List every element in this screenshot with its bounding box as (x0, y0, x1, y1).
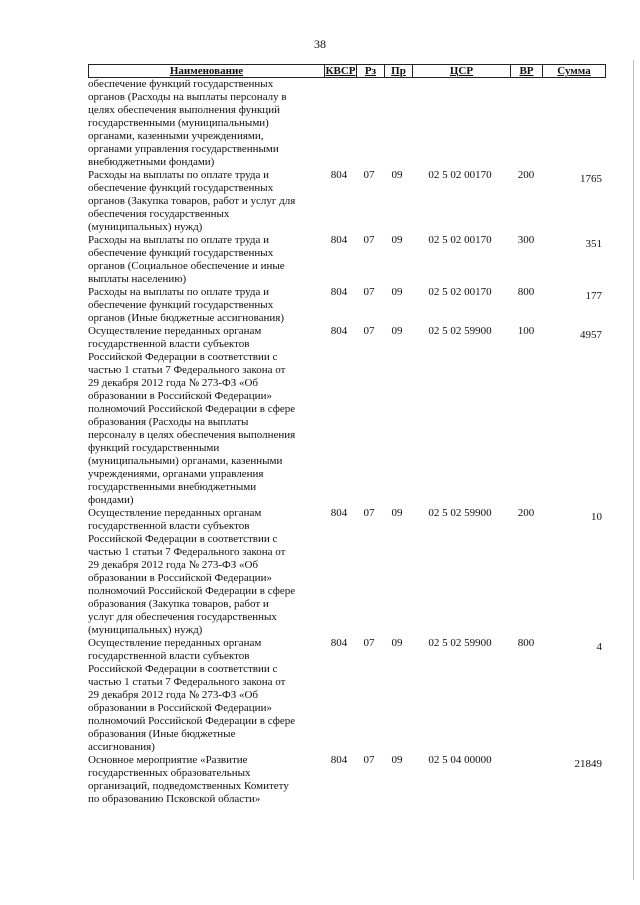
row-vr: 200 (517, 507, 535, 519)
header-rz: Рз (357, 65, 385, 77)
row-name: Осуществление переданных органам государственной власти субъектов Российской Федерации в соответствии с частью 1 статьи 7 Федерального закона от 29 декабря 2012 года № 273-ФЗ «Об образовании в Российской Федерации» полномочий Российской Федерации в сфере образования (Закупка товаров, работ и услуг для обеспечения государственных (муниципальных) нужд) (88, 507, 296, 636)
row-pr: 09 (391, 754, 403, 766)
row-pr: 09 (391, 286, 403, 298)
row-vr: 800 (517, 286, 535, 298)
row-sum: 4 (596, 641, 602, 653)
row-name: Расходы на выплаты по оплате труда и обеспечение функций государственных органов (Закупка товаров, работ и услуг для обеспечения государственных (муниципальных) нужд) (88, 169, 296, 233)
table-row (88, 169, 606, 234)
row-csr: 02 5 02 59900 (428, 507, 492, 519)
row-name: Расходы на выплаты по оплате труда и обеспечение функций государственных органов (Социальное обеспечение и иные выплаты населению) (88, 234, 285, 285)
table-row (88, 234, 606, 286)
header-kvsr: КВСР (325, 65, 356, 77)
row-kvsr: 804 (330, 637, 348, 649)
row-rz: 07 (363, 169, 375, 181)
row-kvsr: 804 (330, 169, 348, 181)
table-row (88, 754, 606, 806)
header-sum: Сумма (557, 65, 591, 77)
row-name: обеспечение функций государственных органов (Расходы на выплаты персоналу в целях обеспечения выполнения функций государственными (муниципальными) органами, казенными учреждениями, органами управления государственными внебюджетными фондами) (88, 78, 287, 168)
row-vr: 200 (517, 169, 535, 181)
table-row (88, 325, 606, 507)
row-csr: 02 5 02 00170 (428, 169, 492, 181)
row-pr: 09 (391, 325, 403, 337)
row-vr: 100 (517, 325, 535, 337)
row-rz: 07 (363, 754, 375, 766)
header-name: Наименование (89, 65, 325, 77)
row-sum: 177 (585, 290, 602, 302)
header-csr: ЦСР (413, 65, 511, 77)
table-row (88, 637, 606, 754)
row-kvsr: 804 (330, 234, 348, 246)
row-vr: 300 (517, 234, 535, 246)
row-sum: 10 (591, 511, 602, 523)
row-name: Основное мероприятие «Развитие государственных образовательных организаций, подведомственных Комитету по образованию Псковской области» (88, 754, 289, 805)
row-rz: 07 (363, 507, 375, 519)
row-name: Осуществление переданных органам государственной власти субъектов Российской Федерации в соответствии с частью 1 статьи 7 Федерального закона от 29 декабря 2012 года № 273-ФЗ «Об образовании в Российской Федерации» полномочий Российской Федерации в сфере образования (Расходы на выплаты персоналу в целях обеспечения выполнения функций государственными (муниципальными) органами, казенными учреждениями, органами управления государственными внебюджетными фондами) (88, 325, 296, 506)
table-row (88, 78, 606, 169)
row-pr: 09 (391, 169, 403, 181)
page-edge-line (633, 60, 634, 880)
row-pr: 09 (391, 507, 403, 519)
row-rz: 07 (363, 234, 375, 246)
row-sum: 351 (585, 238, 602, 250)
table-row (88, 507, 606, 637)
table-row (88, 286, 606, 325)
row-csr: 02 5 04 00000 (428, 754, 492, 766)
budget-table (88, 64, 606, 806)
table-header (88, 64, 606, 78)
row-csr: 02 5 02 59900 (428, 325, 492, 337)
row-rz: 07 (363, 637, 375, 649)
header-vr: ВР (511, 65, 543, 77)
row-csr: 02 5 02 00170 (428, 286, 492, 298)
row-kvsr: 804 (330, 286, 348, 298)
row-sum: 21849 (574, 758, 602, 770)
row-csr: 02 5 02 59900 (428, 637, 492, 649)
row-name: Осуществление переданных органам государственной власти субъектов Российской Федерации в соответствии с частью 1 статьи 7 Федерального закона от 29 декабря 2012 года № 273-ФЗ «Об образовании в Российской Федерации» полномочий Российской Федерации в сфере образования (Иные бюджетные ассигнования) (88, 637, 296, 753)
row-csr: 02 5 02 00170 (428, 234, 492, 246)
row-pr: 09 (391, 637, 403, 649)
row-sum: 4957 (580, 329, 602, 341)
row-name: Расходы на выплаты по оплате труда и обеспечение функций государственных органов (Иные бюджетные ассигнования) (88, 286, 285, 324)
page-number: 38 (314, 37, 326, 51)
row-rz: 07 (363, 286, 375, 298)
row-sum: 1765 (580, 173, 602, 185)
row-pr: 09 (391, 234, 403, 246)
row-kvsr: 804 (330, 325, 348, 337)
row-vr: 800 (517, 637, 535, 649)
row-kvsr: 804 (330, 754, 348, 766)
row-kvsr: 804 (330, 507, 348, 519)
row-rz: 07 (363, 325, 375, 337)
header-pr: Пр (385, 65, 413, 77)
